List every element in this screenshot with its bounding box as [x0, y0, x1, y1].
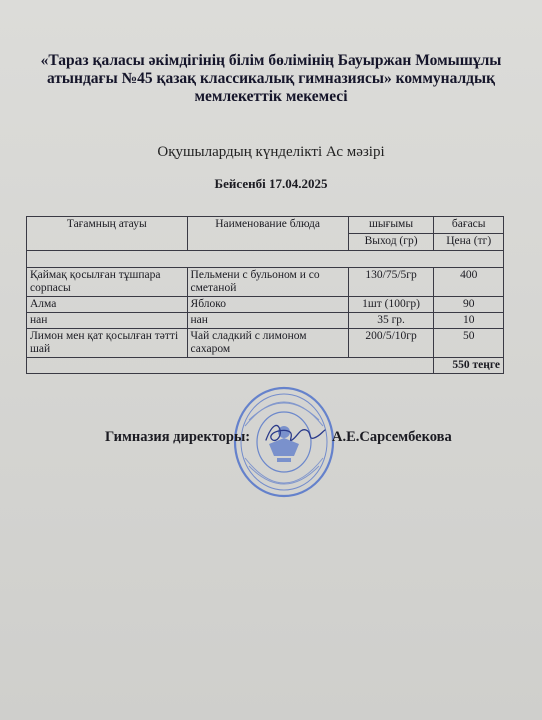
header-yield-ru: Выход (гр)	[348, 234, 434, 251]
yield-cell: 1шт (100гр)	[348, 297, 434, 313]
table-header-row	[27, 217, 504, 234]
header-dish-kz: Тағамның атауы	[27, 217, 188, 251]
table-row	[27, 313, 504, 329]
total-price-cell: 550 теңге	[434, 358, 504, 374]
dish-kz-cell: нан	[27, 313, 188, 329]
dish-ru-cell: нан	[187, 313, 348, 329]
table-spacer-row	[27, 251, 504, 268]
table-row	[27, 268, 504, 297]
yield-cell: 200/5/10гр	[348, 329, 434, 358]
organization-title: «Тараз қаласы әкімдігінің білім бөлімінің Бауыржан Момышұлы атындағы №45 қазақ классикалық гимназиясы» коммуналдық мемлекеттік мекемесі	[40, 52, 502, 105]
menu-title: Оқушылардың күнделікті Ас мәзірі	[157, 144, 385, 160]
price-cell: 50	[434, 329, 504, 358]
dish-ru-cell: Яблоко	[187, 297, 348, 313]
header-yield-kz: шығымы	[348, 217, 434, 234]
dish-kz-cell: Алма	[27, 297, 188, 313]
dish-ru-cell: Чай сладкий с лимоном сахаром	[187, 329, 348, 358]
menu-date: Бейсенбі 17.04.2025	[214, 176, 328, 191]
director-name: А.Е.Сарсембекова	[332, 429, 452, 445]
dish-ru-cell: Пельмени с бульоном и со сметаной	[187, 268, 348, 297]
director-role: Гимназия директоры:	[105, 429, 251, 445]
price-cell: 90	[434, 297, 504, 313]
table-row	[27, 329, 504, 358]
yield-cell: 130/75/5гр	[348, 268, 434, 297]
dish-kz-cell: Қаймақ қосылған тұшпара сорпасы	[27, 268, 188, 297]
yield-cell: 35 гр.	[348, 313, 434, 329]
header-dish-ru: Наименование блюда	[187, 217, 348, 251]
header-price-kz: бағасы	[434, 217, 504, 234]
table-total-row	[27, 358, 504, 374]
table-row	[27, 297, 504, 313]
menu-table	[26, 216, 504, 374]
price-cell: 10	[434, 313, 504, 329]
director-signature	[262, 418, 328, 448]
dish-kz-cell: Лимон мен қат қосылған тәтті шай	[27, 329, 188, 358]
price-cell: 400	[434, 268, 504, 297]
header-price-ru: Цена (тг)	[434, 234, 504, 251]
